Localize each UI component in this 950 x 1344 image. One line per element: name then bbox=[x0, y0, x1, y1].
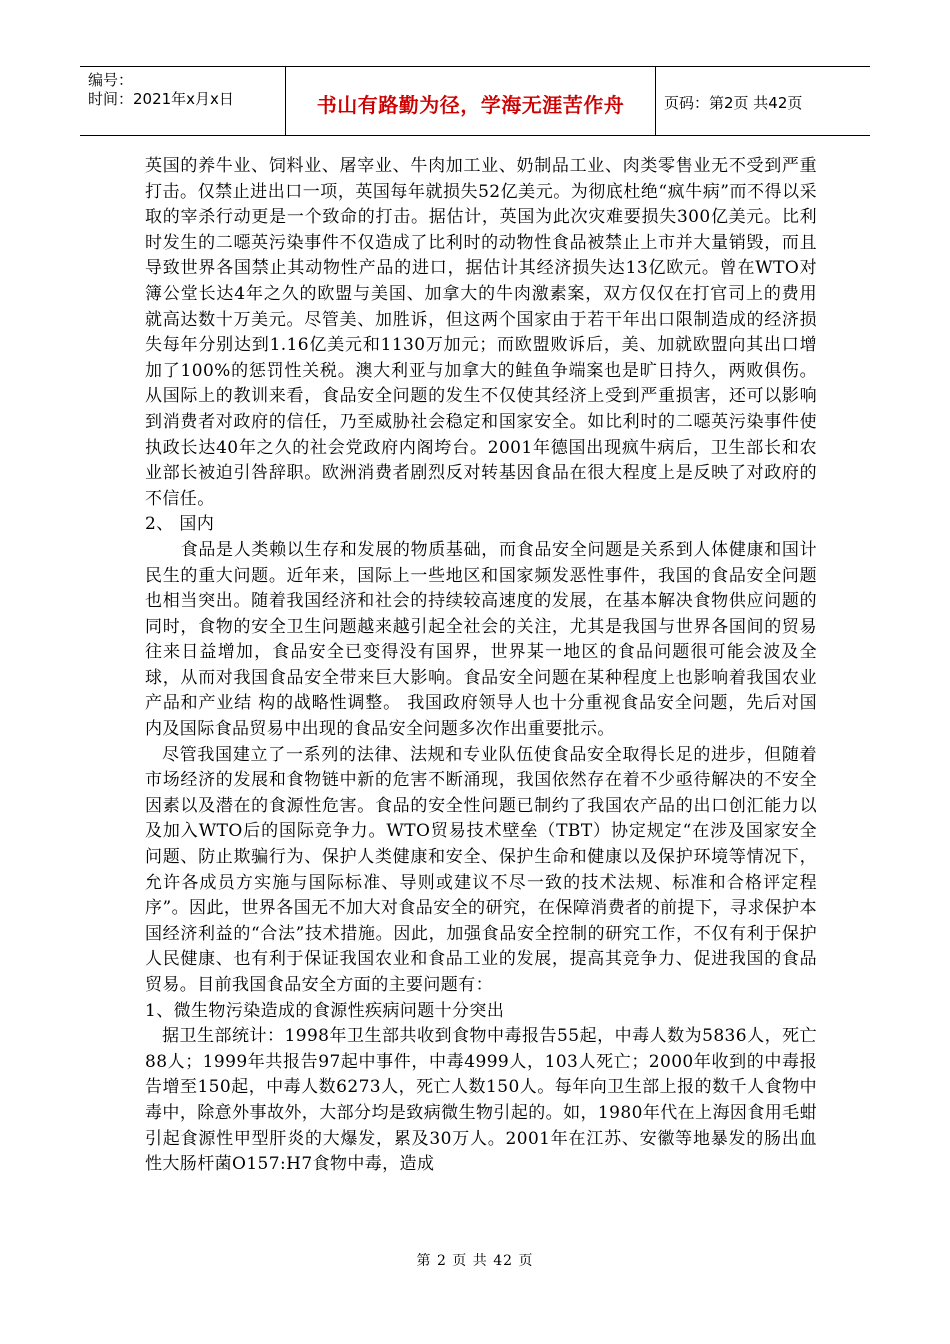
document-body bbox=[145, 154, 817, 1178]
page-footer: 第 2 页 共 42 页 bbox=[416, 1253, 534, 1269]
header-meta bbox=[88, 71, 234, 109]
section-heading: 2、 国内 bbox=[145, 514, 215, 535]
paragraph: 食品是人类赖以生存和发展的物质基础，而食品安全问题是关系到人体健康和国计民生的重大问题。近年来，国际上一些地区和国家频发恶性事件，我国的食品安全问题也相当突出。随着我国经济和社会的持续较高速度的发展，在基本解决食物供应问题的同时，食物的安全卫生问题越来越引起全社会的关注，尤其是我国与世界各国间的贸易往来日益增加，食品安全已变得没有国界，世界某一地区的食品问题很可能会波及全球，从而对我国食品安全带来巨大影响。食品安全问题在某种程度上也影响着我国农业产品和产业结 构的战略性调整。 我国政府领导人也十分重视食品安全问题，先后对国内及国际食品贸易中出现的食品安全问题多次作出重要批示。 bbox=[145, 539, 817, 740]
header-page-number: 页码：第2页 共42页 bbox=[664, 94, 803, 112]
paragraph: 尽管我国建立了一系列的法律、法规和专业队伍使食品安全取得长足的进步，但随着市场经济的发展和食物链中新的危害不断涌现，我国依然存在着不少亟待解决的不安全因素以及潜在的食源性危害。食品的安全性问题已制约了我国农产品的出口创汇能力以及加入WTO后的国际竞争力。WTO贸易技术壁垒（TBT）协定规定“在涉及国家安全问题、防止欺骗行为、保护人类健康和安全、保护生命和健康以及保护环境等情况下，允许各成员方实施与国际标准、导则或建议不尽一致的技术法规、标准和合格评定程序”。因此，世界各国无不加大对食品安全的研究，在保障消费者的前提下，寻求保护本国经济利益的“合法”技术措施。因此，加强食品安全控制的研究工作，不仅有利于保护人民健康、也有利于保证我国农业和食品工业的发展，提高其竞争力、促进我国的食品贸易。目前我国食品安全方面的主要问题有： bbox=[145, 744, 817, 995]
page-header bbox=[80, 66, 870, 136]
header-motto: 书山有路勤为径，学海无涯苦作舟 bbox=[316, 93, 625, 117]
header-divider bbox=[655, 67, 656, 135]
header-number: 编号： bbox=[88, 71, 134, 89]
section-heading: 1、微生物污染造成的食源性疾病问题十分突出 bbox=[145, 1000, 505, 1021]
paragraph: 英国的养牛业、饲料业、屠宰业、牛肉加工业、奶制品工业、肉类零售业无不受到严重打击。仅禁止进出口一项，英国每年就损失52亿美元。为彻底杜绝“疯牛病”而不得以采取的宰杀行动更是一个致命的打击。据估计，英国为此次灾难要损失300亿美元。比利时发生的二噁英污染事件不仅造成了比利时的动物性食品被禁止上市并大量销毁，而且导致世界各国禁止其动物性产品的进口，据估计其经济损失达13亿欧元。曾在WTO对簿公堂长达4年之久的欧盟与美国、加拿大的牛肉激素案，双方仅仅在打官司上的费用就高达数十万美元。尽管美、加胜诉，但这两个国家由于若干年出口限制造成的经济损失每年分别达到1.16亿美元和1130万加元；而欧盟败诉后，美、加就欧盟向其出口增加了100%的惩罚性关税。澳大利亚与加拿大的鲑鱼争端案也是旷日持久，两败俱伤。从国际上的教训来看，食品安全问题的发生不仅使其经济上受到严重损害，还可以影响到消费者对政府的信任，乃至威胁社会稳定和国家安全。如比利时的二噁英污染事件使执政长达40年之久的社会党政府内阁垮台。2001年德国出现疯牛病后，卫生部长和农业部长被迫引咎辞职。欧洲消费者剧烈反对转基因食品在很大程度上是反映了对政府的不信任。 bbox=[145, 156, 817, 509]
header-time: 时间：2021年x月x日 bbox=[88, 90, 234, 108]
paragraph: 据卫生部统计：1998年卫生部共收到食物中毒报告55起，中毒人数为5836人，死亡88人；1999年共报告97起中事件，中毒4999人，103人死亡；2000年收到的中毒报告增至150起，中毒人数6273人，死亡人数150人。每年向卫生部上报的数千人食物中毒中，除意外事故外，大部分均是致病微生物引起的。如，1980年代在上海因食用毛蚶引起食源性甲型肝炎的大爆发，累及30万人。2001年在江苏、安徽等地暴发的肠出血性大肠杆菌O157:H7食物中毒，造成 bbox=[145, 1026, 817, 1175]
